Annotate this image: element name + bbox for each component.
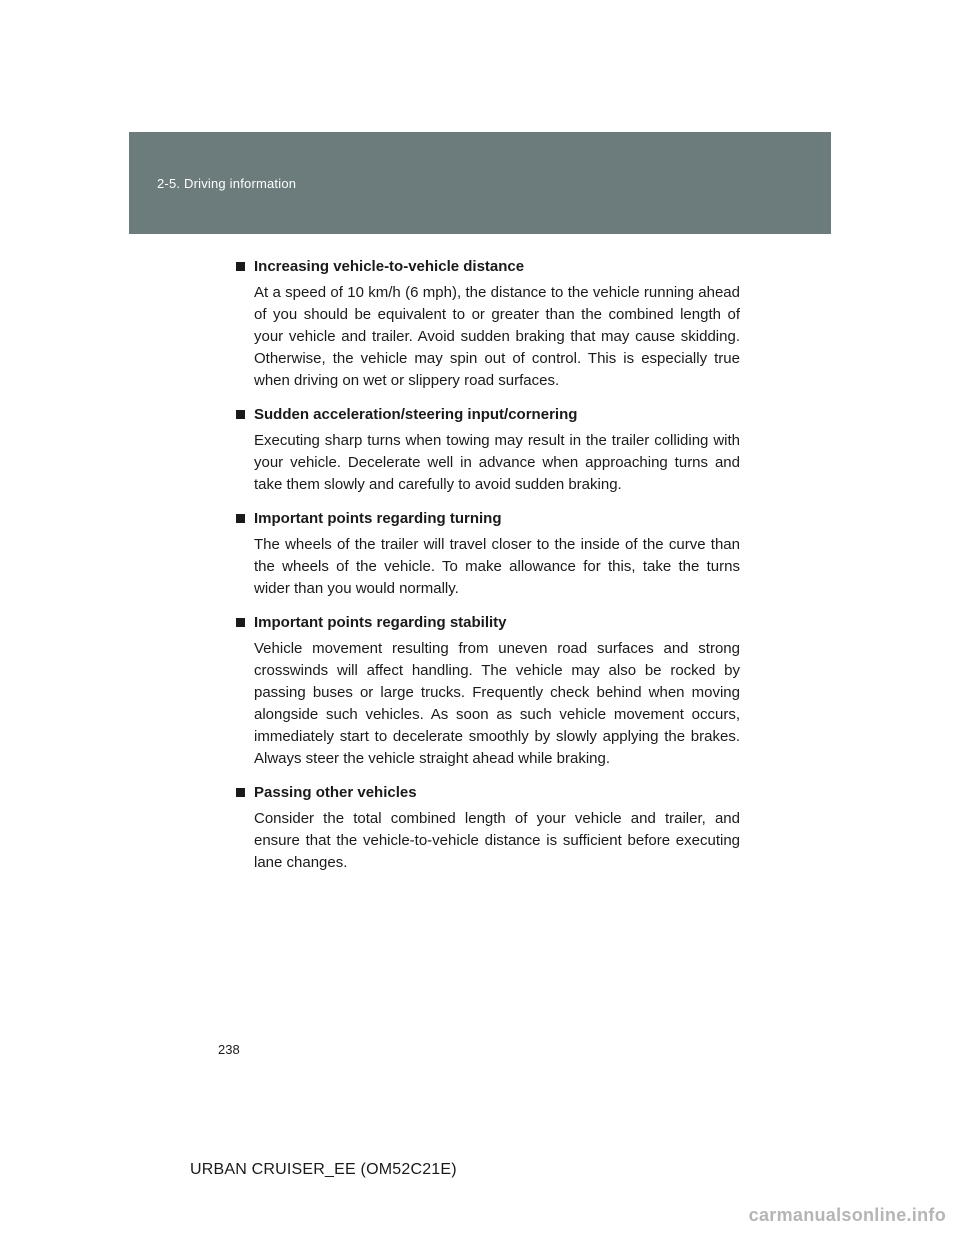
topic-vehicle-distance bbox=[236, 256, 740, 392]
topic-heading bbox=[236, 508, 740, 530]
topic-sudden-acceleration bbox=[236, 404, 740, 496]
topic-body: At a speed of 10 km/h (6 mph), the distance to the vehicle running ahead of you should be equivalent to or greater than the combined length of your vehicle and trailer. Avoid sudden braking that may cause skidding. Otherwise, the vehicle may spin out of control. This is especially true when driving on wet or slippery road surfaces. bbox=[254, 284, 740, 389]
section-title: 2-5. Driving information bbox=[157, 176, 297, 191]
topic-heading bbox=[236, 404, 740, 426]
topic-body: Vehicle movement resulting from uneven road surfaces and strong crosswinds will affect handling. The vehicle may also be rocked by passing buses or large trucks. Frequently check behind when moving alongside such vehicles. As soon as such vehicle movement occurs, immediately start to decelerate smoothly by slowly applying the brakes. Always steer the vehicle straight ahead while braking. bbox=[254, 640, 740, 767]
topic-heading-text: Sudden acceleration/steering input/cornering bbox=[254, 406, 578, 423]
section-header-band bbox=[129, 132, 831, 234]
topic-stability bbox=[236, 612, 740, 770]
topic-turning bbox=[236, 508, 740, 600]
square-bullet-icon bbox=[236, 410, 245, 419]
topic-heading-text: Important points regarding turning bbox=[254, 510, 502, 527]
manual-content bbox=[236, 256, 740, 886]
topic-body: The wheels of the trailer will travel closer to the inside of the curve than the wheels of the vehicle. To make allowance for this, take the turns wider than you would normally. bbox=[254, 536, 740, 597]
topic-heading bbox=[236, 612, 740, 634]
page-number: 238 bbox=[218, 1042, 240, 1057]
topic-heading-text: Passing other vehicles bbox=[254, 784, 417, 801]
topic-heading-text: Important points regarding stability bbox=[254, 614, 507, 631]
square-bullet-icon bbox=[236, 262, 245, 271]
topic-passing bbox=[236, 782, 740, 874]
square-bullet-icon bbox=[236, 514, 245, 523]
topic-heading-text: Increasing vehicle-to-vehicle distance bbox=[254, 258, 525, 275]
model-code: URBAN CRUISER_EE (OM52C21E) bbox=[190, 1161, 457, 1178]
topic-heading bbox=[236, 256, 740, 278]
topic-body: Consider the total combined length of your vehicle and trailer, and ensure that the vehicle-to-vehicle distance is sufficient before executing lane changes. bbox=[254, 810, 740, 871]
watermark-link[interactable]: carmanualsonline.info bbox=[748, 1205, 946, 1225]
square-bullet-icon bbox=[236, 788, 245, 797]
topic-body: Executing sharp turns when towing may result in the trailer colliding with your vehicle. Decelerate well in advance when approaching turns and take them slowly and carefully to avoid sudden braking. bbox=[254, 432, 740, 493]
square-bullet-icon bbox=[236, 618, 245, 627]
topic-heading bbox=[236, 782, 740, 804]
